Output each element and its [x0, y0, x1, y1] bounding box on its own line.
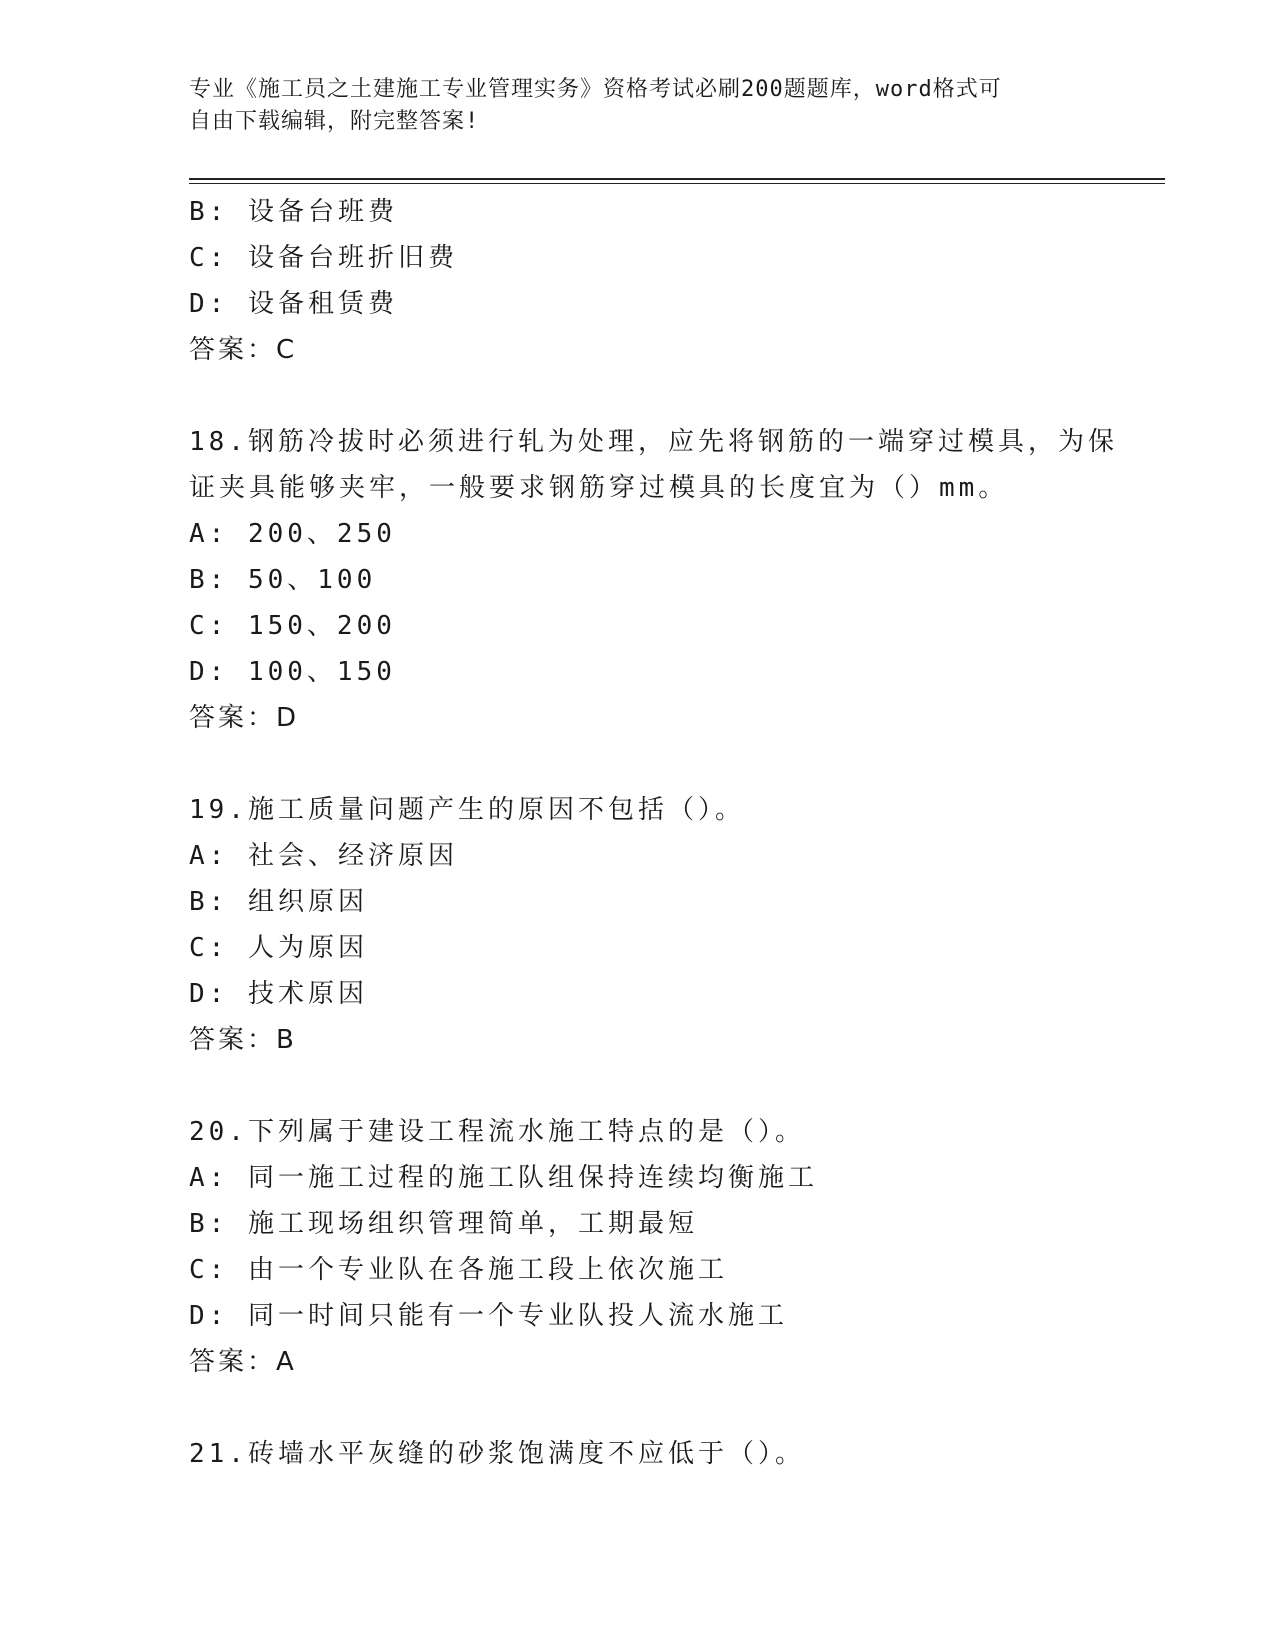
document-header: [189, 74, 1089, 138]
question-20: [189, 1109, 1109, 1385]
question-stem: 21.砖墙水平灰缝的砂浆饱满度不应低于（）。: [189, 1439, 805, 1469]
header-divider-thin: [189, 183, 1165, 184]
spacer: [189, 1063, 1109, 1109]
option-d: D: 100、150: [189, 657, 396, 687]
question-21: [189, 1431, 1109, 1477]
question-stem-cont: 证夹具能够夹牢，一般要求钢筋穿过模具的长度宜为（）mm。: [189, 473, 1009, 503]
header-divider-thick: [189, 178, 1165, 180]
option-d: D: 同一时间只能有一个专业队投人流水施工: [189, 1301, 788, 1331]
option-a: A: 社会、经济原因: [189, 841, 458, 871]
header-line-2: 自由下载编辑，附完整答案!: [189, 109, 480, 134]
spacer: [189, 1385, 1109, 1431]
option-a: A: 同一施工过程的施工队组保持连续均衡施工: [189, 1163, 818, 1193]
spacer: [189, 373, 1109, 419]
question-stem: 18.钢筋冷拔时必须进行轧为处理，应先将钢筋的一端穿过模具，为保: [189, 427, 1118, 457]
option-b: B: 组织原因: [189, 887, 368, 917]
option-b: B: 设备台班费: [189, 197, 398, 227]
question-19: [189, 787, 1109, 1063]
question-17-continued: [189, 189, 1109, 373]
question-list: [189, 189, 1118, 1477]
option-a: A: 200、250: [189, 519, 396, 549]
option-c: C: 人为原因: [189, 933, 368, 963]
question-18: [189, 419, 1118, 741]
option-d: D: 技术原因: [189, 979, 368, 1009]
option-d: D: 设备租赁费: [189, 289, 398, 319]
answer: 答案：A: [189, 1347, 297, 1377]
option-b: B: 50、100: [189, 565, 377, 595]
spacer: [189, 741, 1109, 787]
answer: 答案：B: [189, 1025, 297, 1055]
option-c: C: 150、200: [189, 611, 396, 641]
answer: 答案：C: [189, 335, 298, 365]
option-b: B: 施工现场组织管理简单，工期最短: [189, 1209, 698, 1239]
question-stem: 19.施工质量问题产生的原因不包括（）。: [189, 795, 745, 825]
answer: 答案：D: [189, 703, 300, 733]
option-c: C: 设备台班折旧费: [189, 243, 458, 273]
header-line-1: 专业《施工员之土建施工专业管理实务》资格考试必刷200题题库，word格式可: [189, 77, 1002, 102]
option-c: C: 由一个专业队在各施工段上依次施工: [189, 1255, 728, 1285]
question-stem: 20.下列属于建设工程流水施工特点的是（）。: [189, 1117, 805, 1147]
